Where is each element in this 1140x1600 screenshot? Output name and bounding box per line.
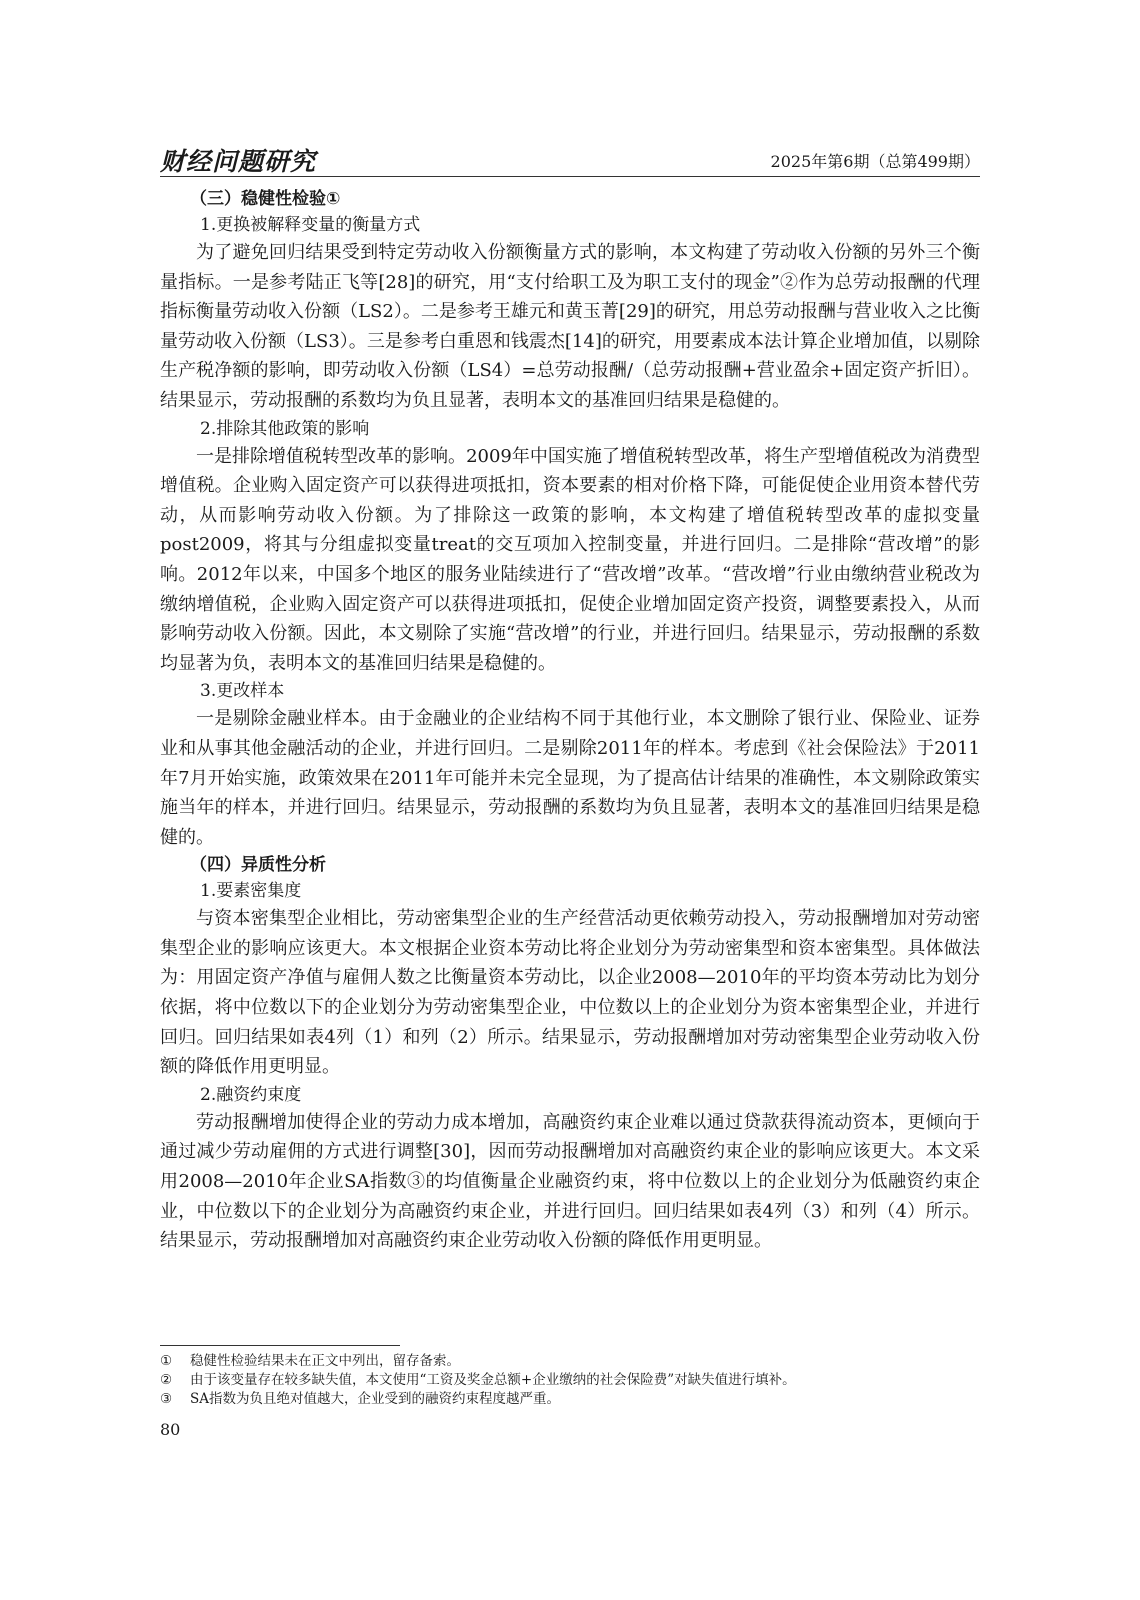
section-heading-heterogeneity: （四）异质性分析 [190,855,326,876]
subsection-heading-2: 2.排除其他政策的影响 [200,418,370,439]
footnotes [160,1345,980,1409]
subsection-heading-3: 3.更改样本 [200,681,285,702]
footnote-3: ③ SA指数为负且绝对值越大，企业受到的融资约束程度越严重。 [160,1391,560,1407]
page-header [160,142,980,177]
paragraph: 与资本密集型企业相比，劳动密集型企业的生产经营活动更依赖劳动投入，劳动报酬增加对劳动密集型企业的影响应该更大。本文根据企业资本劳动比将企业划分为劳动密集型和资本密集型。具体做法为：用固定资产净值与雇佣人数之比衡量资本劳动比，以企业2008—2010年的平均资本劳动比为划分依据，将中位数以下的企业划分为劳动密集型企业，中位数以上的企业划分为资本密集型企业，并进行回归。回归结果如表4列（1）和列（2）所示。结果显示，劳动报酬增加对劳动密集型企业劳动收入份额的降低作用更明显。 [160,908,980,1078]
paragraph: 一是剔除金融业样本。由于金融业的企业结构不同于其他行业，本文删除了银行业、保险业、证券业和从事其他金融活动的企业，并进行回归。二是剔除2011年的样本。考虑到《社会保险法》于2011年7月开始实施，政策效果在2011年可能并未完全显现，为了提高估计结果的准确性，本文剔除政策实施当年的样本，并进行回归。结果显示，劳动报酬的系数均为负且显著，表明本文的基准回归结果是稳健的。 [160,708,980,848]
issue-info: 2025年第6期（总第499期） [770,152,980,171]
paragraph: 为了避免回归结果受到特定劳动收入份额衡量方式的影响，本文构建了劳动收入份额的另外三个衡量指标。一是参考陆正飞等[28]的研究，用“支付给职工及为职工支付的现金”②作为总劳动报酬的代理指标衡量劳动收入份额（LS2）。二是参考王雄元和黄玉菁[29]的研究，用总劳动报酬与营业收入之比衡量劳动收入份额（LS3）。三是参考白重恩和钱震杰[14]的研究，用要素成本法计算企业增加值，以剔除生产税净额的影响，即劳动收入份额（LS4）=总劳动报酬/（总劳动报酬+营业盈余+固定资产折旧）。结果显示，劳动报酬的系数均为负且显著，表明本文的基准回归结果是稳健的。 [160,242,980,411]
footnote-2: ② 由于该变量存在较多缺失值，本文使用“工资及奖金总额+企业缴纳的社会保险费”对缺失值进行填补。 [160,1372,796,1388]
subsection-heading-factor-intensity: 1.要素密集度 [200,881,302,902]
subsection-heading-financing-constraint: 2.融资约束度 [200,1084,302,1105]
journal-title: 财经问题研究 [160,147,317,176]
subsection-heading-1: 1.更换被解释变量的衡量方式 [200,215,421,235]
paragraph: 劳动报酬增加使得企业的劳动力成本增加，高融资约束企业难以通过贷款获得流动资本，更倾向于通过减少劳动雇佣的方式进行调整[30]，因而劳动报酬增加对高融资约束企业的影响应该更大。本文采用2008—2010年企业SA指数③的均值衡量企业融资约束，将中位数以上的企业划分为低融资约束企业，中位数以下的企业划分为高融资约束企业，并进行回归。回归结果如表4列（3）和列（4）所示。结果显示，劳动报酬增加对高融资约束企业劳动收入份额的降低作用更明显。 [160,1111,980,1252]
footnote-rule [160,1345,400,1346]
paragraph: 一是排除增值税转型改革的影响。2009年中国实施了增值税转型改革，将生产型增值税改为消费型增值税。企业购入固定资产可以获得进项抵扣，资本要素的相对价格下降，可能促使企业用资本替代劳动，从而影响劳动收入份额。为了排除这一政策的影响，本文构建了增值税转型改革的虚拟变量post2009，将其与分组虚拟变量treat的交互项加入控制变量，并进行回归。二是排除“营改增”的影响。2012年以来，中国多个地区的服务业陆续进行了“营改增”改革。“营改增”行业由缴纳营业税改为缴纳增值税，企业购入固定资产可以获得进项抵扣，促使企业增加固定资产投资，调整要素投入，从而影响劳动收入份额。因此，本文剔除了实施“营改增”的行业，并进行回归。结果显示，劳动报酬的系数均显著为负，表明本文的基准回归结果是稳健的。 [160,445,980,674]
page-number: 80 [160,1420,181,1439]
article-body [160,186,980,1256]
footnote-1: ① 稳健性检验结果未在正文中列出，留存备索。 [160,1353,460,1369]
section-heading-robustness: （三）稳健性检验① [190,189,341,209]
